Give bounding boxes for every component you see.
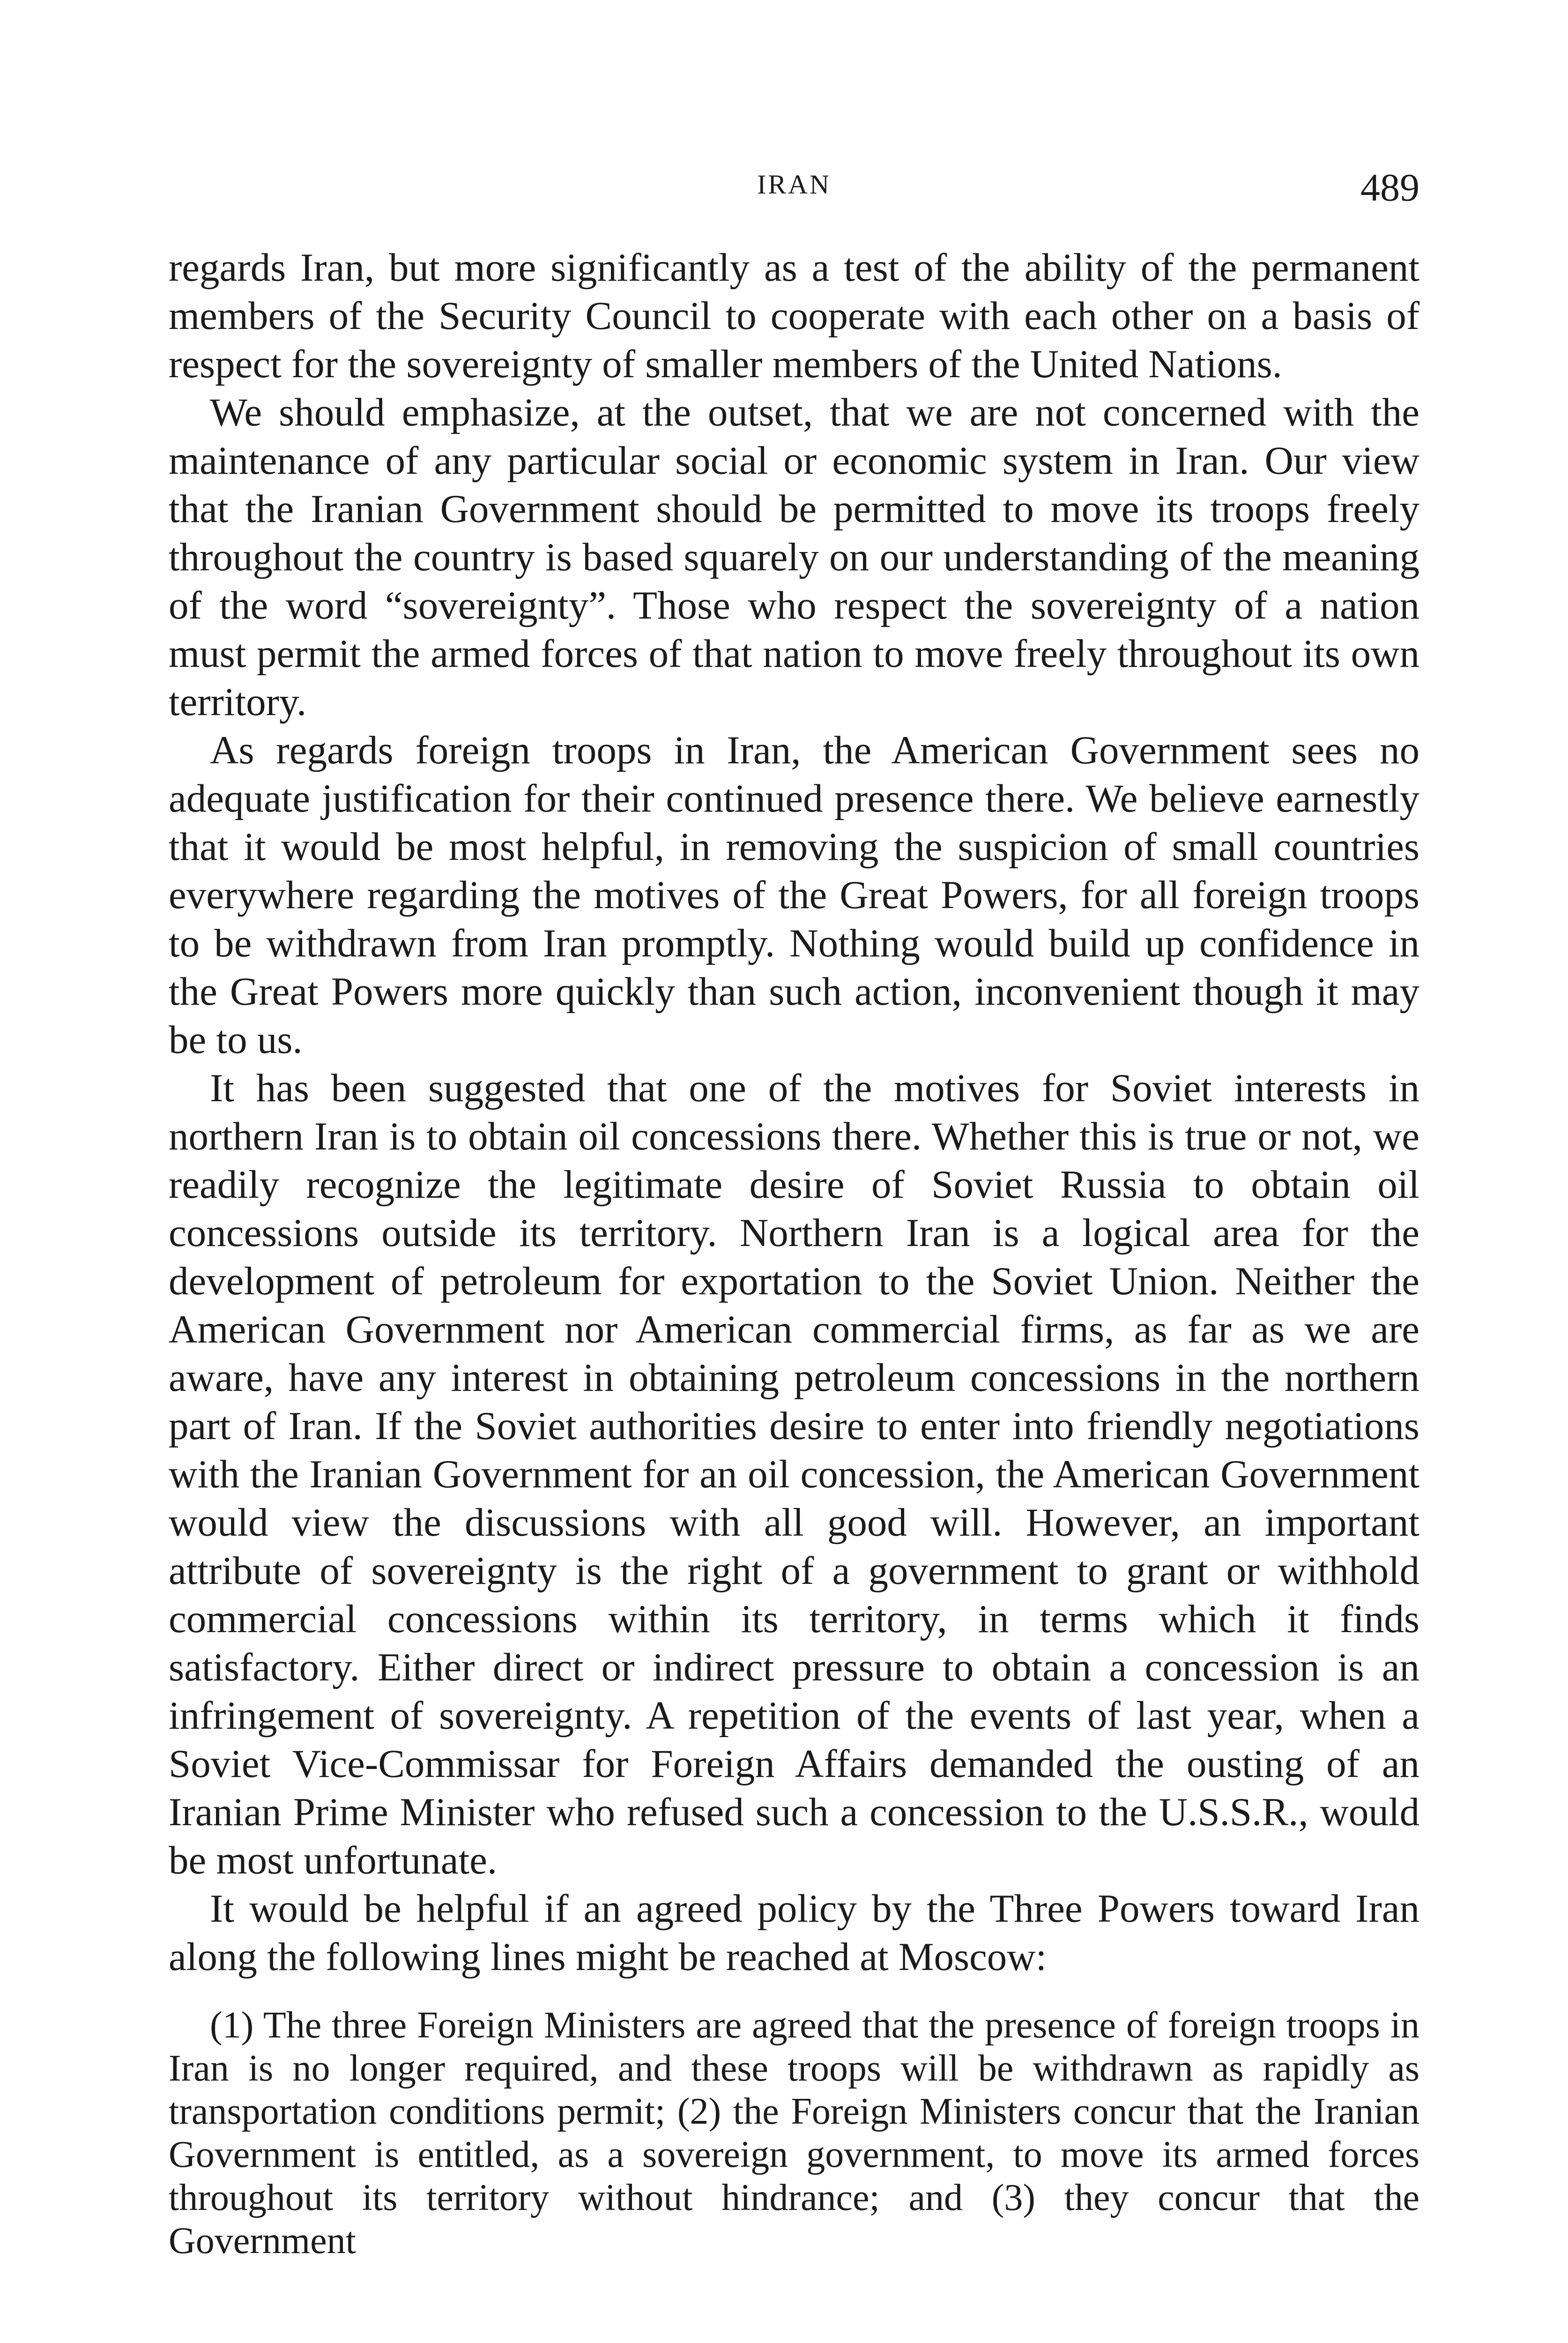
paragraph-continuation: regards Iran, but more significantly as a test of the ability of the permanent members of the Security Council to cooperate with each other on a basis of respect for the sovereignty of smaller members of the United Nations. xyxy=(169,246,1419,386)
body-text xyxy=(169,244,1419,2262)
paragraph-foreign-troops: As regards foreign troops in Iran, the American Government sees no adequate justification for their continued presence there. We believe earnestly that it would be most helpful, in removing the suspicion of small countries everywhere regarding the motives of the Great Powers, for all foreign troops to be withdrawn from Iran promptly. Nothing would build up confidence in the Great Powers more quickly than such action, inconvenient though it may be to us. xyxy=(169,728,1419,1062)
running-title: IRAN xyxy=(757,169,831,200)
running-head xyxy=(169,166,1419,216)
paragraph-oil-concessions: It has been suggested that one of the motives for Soviet interests in northern Iran is to obtain oil concessions there. Whether this is true or not, we readily recognize the legitimate desire of Soviet Russia to obtain oil concessions outside its territory. Northern Iran is a logical area for the development of petroleum for exportation to the Soviet Union. Neither the American Government nor American commercial firms, as far as we are aware, have any interest in obtaining petroleum concessions in the northern part of Iran. If the Soviet authorities desire to enter into friendly negotiations with the Iranian Government for an oil concession, the American Government would view the discussions with all good will. However, an important attribute of sovereignty is the right of a government to grant or withhold commercial concessions within its territory, in terms which it finds satisfactory. Either direct or indirect pressure to obtain a concession is an infringement of sovereignty. A repetition of the events of last year, when a Soviet Vice-Commissar for Foreign Affairs demanded the ousting of an Iranian Prime Minister who refused such a concession to the U.S.S.R., would be most unfortunate. xyxy=(169,1066,1419,1882)
policy-extract: (1) The three Foreign Ministers are agreed that the presence of foreign troops in Iran is no longer required, and these troops will be withdrawn as rapidly as transportation conditions permit; (2) the Foreign Ministers concur that the Iranian Government is entitled, as a sovereign government, to move its armed forces throughout its territory without hindrance; and (3) they concur that the Government xyxy=(169,2005,1419,2261)
paragraph-sovereignty: We should emphasize, at the outset, that we are not concerned with the maintenance of any particular social or economic system in Iran. Our view that the Iranian Government should be permitted to move its troops freely throughout the country is based squarely on our understanding of the meaning of the word “sovereignty”. Those who respect the sovereignty of a nation must permit the armed forces of that nation to move freely throughout its own territory. xyxy=(169,390,1419,724)
paragraph-agreed-policy: It would be helpful if an agreed policy by the Three Powers toward Iran along the following lines might be reached at Moscow: xyxy=(169,1887,1419,1979)
page-number: 489 xyxy=(1360,166,1419,209)
